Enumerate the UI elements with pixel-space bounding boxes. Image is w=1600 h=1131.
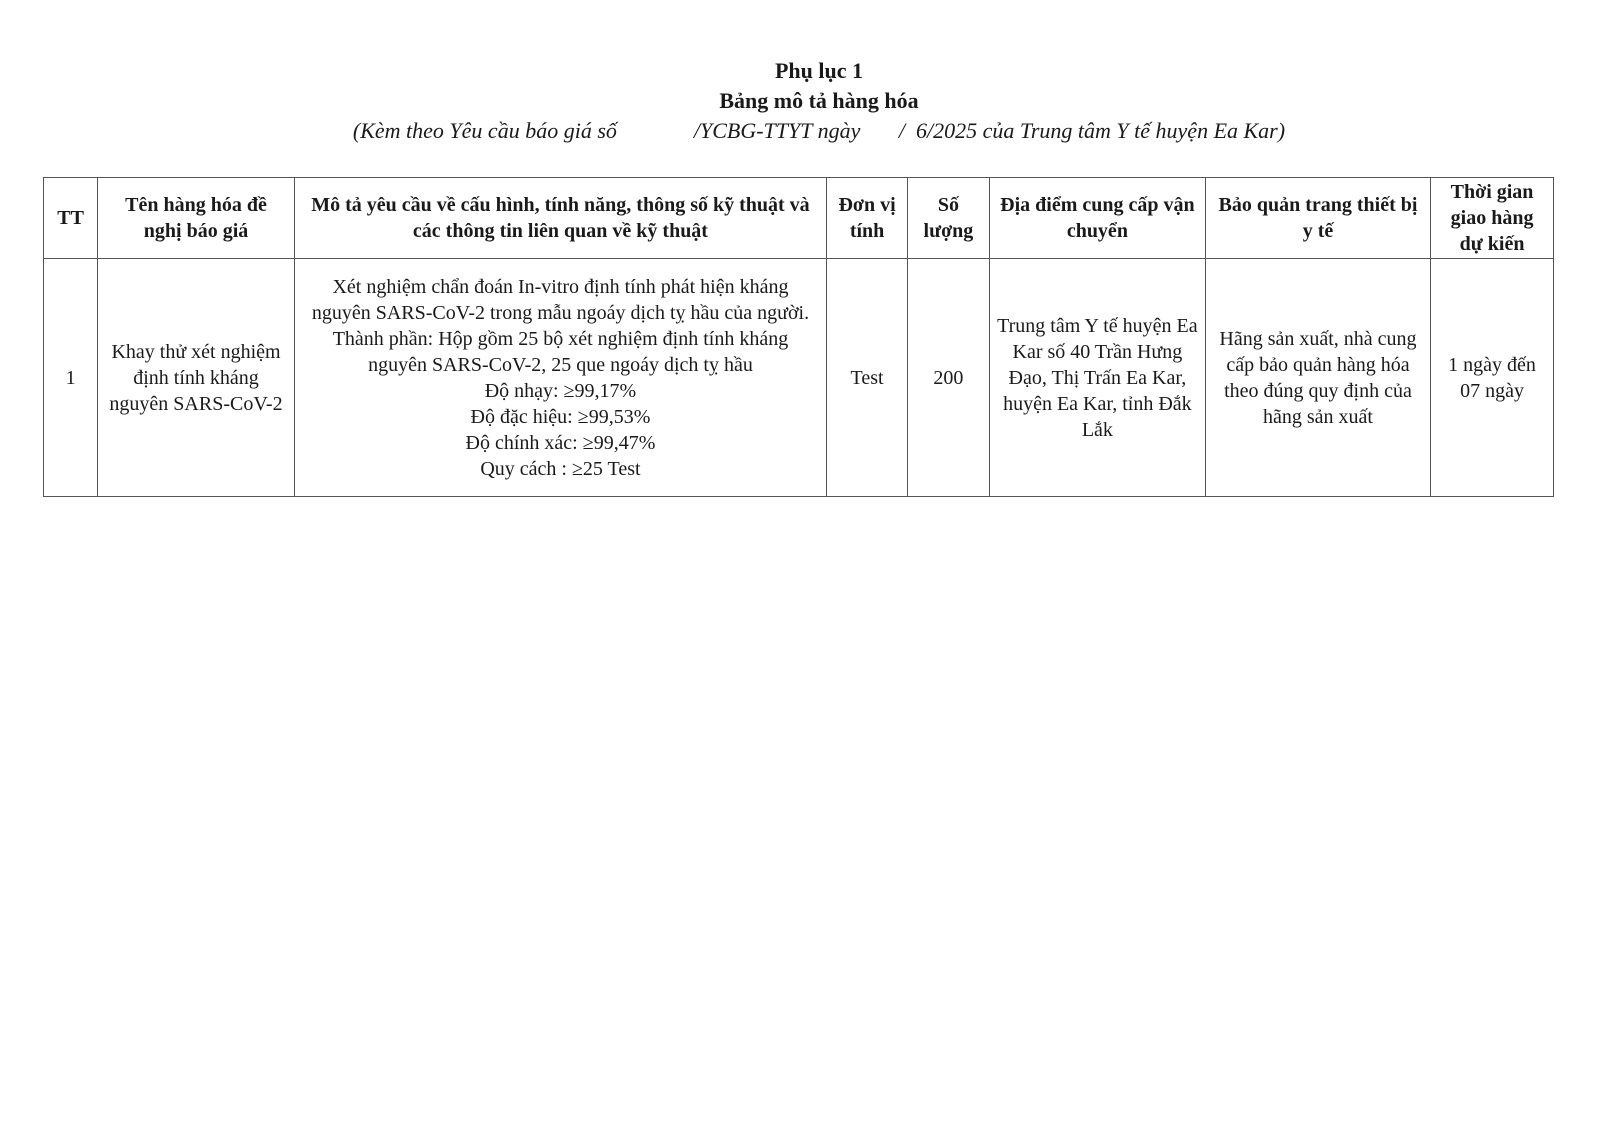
header-tt: TT	[44, 178, 98, 259]
cell-storage: Hãng sản xuất, nhà cung cấp bảo quản hàng hóa theo đúng quy định của hãng sản xuất	[1205, 259, 1430, 497]
cell-tt: 1	[44, 259, 98, 497]
description-text: Xét nghiệm chẩn đoán In-vitro định tính phát hiện kháng nguyên SARS-CoV-2 trong mẫu ngoáy dịch tỵ hầu của người. Thành phần: Hộp gồm 25 bộ xét nghiệm định tính kháng nguyên SARS-CoV-2, 25 que ngoáy dịch tỵ hầu	[311, 275, 810, 376]
cell-quantity: 200	[907, 259, 989, 497]
cell-description	[294, 259, 826, 497]
cell-unit: Test	[827, 259, 908, 497]
cell-delivery: 1 ngày đến 07 ngày	[1431, 259, 1554, 497]
header-location: Địa điểm cung cấp vận chuyển	[989, 178, 1205, 259]
document-header	[0, 56, 1600, 146]
table-row	[44, 259, 1554, 497]
attachment-note: (Kèm theo Yêu cầu báo giá số /YCBG-TTYT ngày / 6/2025 của Trung tâm Y tế huyện Ea Kar)	[352, 118, 1286, 143]
sensitivity-text: Độ nhạy: ≥99,17%	[484, 379, 637, 402]
header-unit: Đơn vị tính	[827, 178, 908, 259]
header-description: Mô tả yêu cầu về cấu hình, tính năng, thông số kỹ thuật và các thông tin liên quan về kỹ thuật	[294, 178, 826, 259]
packaging-text: Quy cách : ≥25 Test	[480, 457, 641, 480]
document-subtitle: Bảng mô tả hàng hóa	[719, 88, 919, 113]
document-title: Phụ lục 1	[774, 58, 864, 83]
cell-location: Trung tâm Y tế huyện Ea Kar số 40 Trần Hưng Đạo, Thị Trấn Ea Kar, huyện Ea Kar, tỉnh Đắk Lắk	[989, 259, 1205, 497]
header-quantity: Số lượng	[907, 178, 989, 259]
specificity-text: Độ đặc hiệu: ≥99,53%	[470, 405, 651, 428]
header-storage: Bảo quản trang thiết bị y tế	[1205, 178, 1430, 259]
header-name: Tên hàng hóa đề nghị báo giá	[98, 178, 295, 259]
goods-description-table	[43, 177, 1554, 497]
cell-name: Khay thử xét nghiệm định tính kháng nguyên SARS-CoV-2	[98, 259, 295, 497]
table-header-row	[44, 178, 1554, 259]
accuracy-text: Độ chính xác: ≥99,47%	[465, 431, 656, 454]
header-delivery: Thời gian giao hàng dự kiến	[1431, 178, 1554, 259]
